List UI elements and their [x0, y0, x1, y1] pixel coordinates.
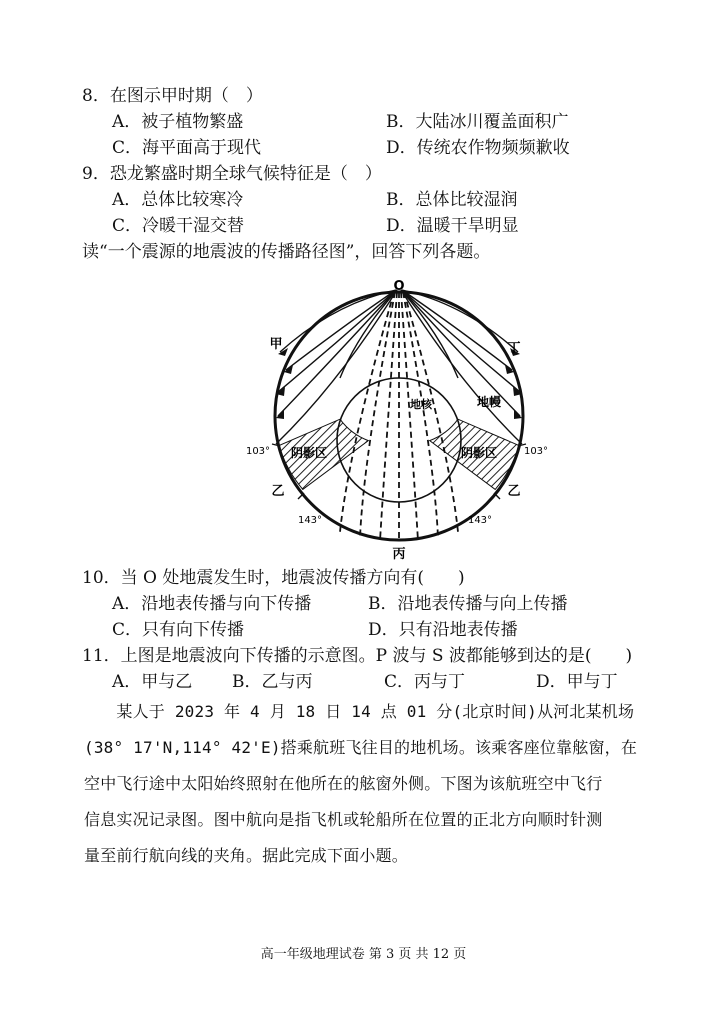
q11-option-b: B．乙与丙	[232, 672, 313, 692]
seismic-wave-diagram	[228, 274, 558, 564]
core-wave-paths	[340, 292, 458, 542]
label-o: O	[393, 279, 405, 294]
label-ding: 丁	[507, 341, 521, 356]
label-bing: 丙	[392, 547, 406, 562]
q11-option-a: A．甲与乙	[112, 672, 193, 692]
q9-option-c: C．冷暖干湿交替	[112, 216, 245, 236]
label-103-left: 103°	[245, 446, 271, 457]
q11-stem: 11．上图是地震波向下传播的示意图。P 波与 S 波都能够到达的是( )	[82, 646, 633, 666]
label-yi-right: 乙	[507, 484, 521, 499]
q9-option-d: D．温暖干旱明显	[386, 216, 519, 236]
passage-line-3: 空中飞行途中太阳始终照射在他所在的舷窗外侧。下图为该航班空中飞行	[84, 774, 603, 793]
passage-line-2: (38° 17'N,114° 42'E)搭乘航班飞往目的地机场。该乘客座位靠舷窗，在	[84, 738, 638, 757]
q10-stem: 10．当 O 处地震发生时，地震波传播方向有( )	[82, 568, 465, 588]
passage-line-4: 信息实况记录图。图中航向是指飞机或轮船所在位置的正北方向顺时针测	[84, 810, 603, 829]
q8-stem: 8．在图示甲时期（ ）	[82, 86, 263, 106]
label-jia: 甲	[269, 337, 283, 352]
q10-option-b: B．沿地表传播与向上传播	[368, 594, 568, 614]
label-143-left: 143°	[297, 515, 323, 526]
q11-option-c: C．丙与丁	[384, 672, 466, 692]
label-103-right: 103°	[523, 446, 549, 457]
label-shadow-right: 阴影区	[460, 446, 498, 460]
label-yi-left: 乙	[271, 484, 285, 499]
label-143-right: 143°	[467, 515, 493, 526]
q10-option-d: D．只有沿地表传播	[368, 620, 518, 640]
q8-option-a: A．被子植物繁盛	[112, 112, 244, 132]
q8-option-d: D．传统农作物频频歉收	[386, 138, 570, 158]
q9-option-b: B．总体比较湿润	[386, 190, 518, 210]
q8-option-b: B．大陆冰川覆盖面积广	[386, 112, 569, 132]
q9-option-a: A．总体比较寒冷	[112, 190, 244, 210]
q10-option-a: A．沿地表传播与向下传播	[112, 594, 312, 614]
passage-line-1: 某人于 2023 年 4 月 18 日 14 点 01 分(北京时间)从河北某机场	[84, 702, 635, 721]
label-mantle: 地幔	[476, 395, 502, 409]
diagram-intro: 读“一个震源的地震波的传播路径图”，回答下列各题。	[82, 242, 491, 262]
page-footer: 高一年级地理试卷 第 3 页 共 12 页	[260, 947, 467, 962]
label-core: 地核	[410, 398, 432, 411]
q11-option-d: D．甲与丁	[536, 672, 618, 692]
q10-option-c: C．只有向下传播	[112, 620, 245, 640]
passage-line-5: 量至前行航向线的夹角。据此完成下面小题。	[84, 846, 409, 865]
label-shadow-left: 阴影区	[290, 446, 328, 460]
q9-stem: 9．恐龙繁盛时期全球气候特征是（ ）	[82, 164, 382, 184]
q8-option-c: C．海平面高于现代	[112, 138, 262, 158]
